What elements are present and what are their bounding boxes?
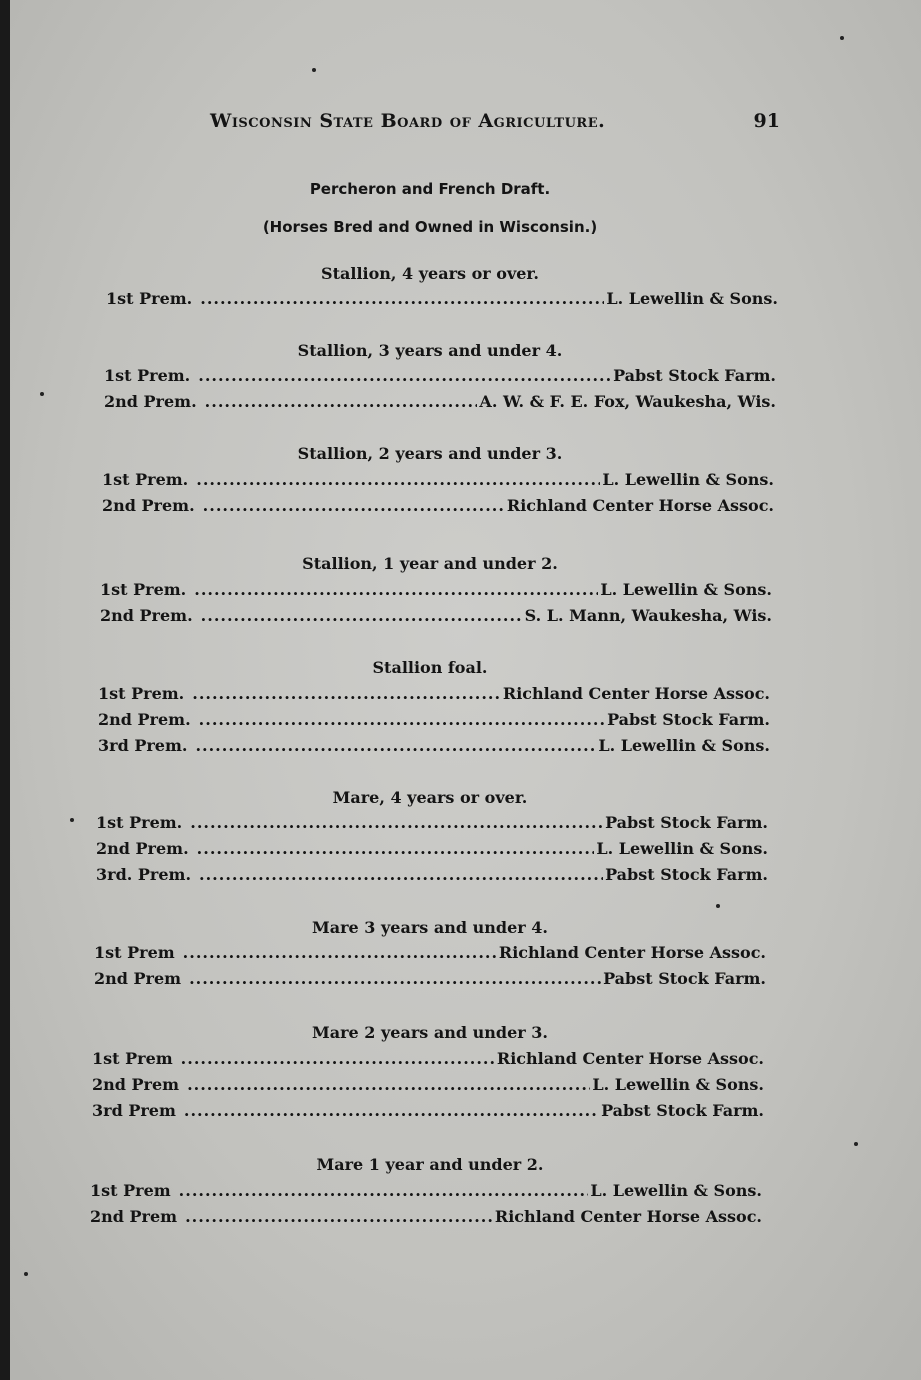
award-row (92, 1075, 764, 1099)
scan-speck (840, 36, 844, 40)
premium-label: 2nd Prem (92, 1075, 180, 1094)
award-winner: S. L. Mann, Waukesha, Wis. (524, 606, 772, 625)
award-winner: Pabst Stock Farm. (613, 366, 776, 385)
dot-leader (197, 839, 595, 858)
dot-leader (179, 1181, 589, 1200)
section-title: Stallion foal. (372, 658, 488, 677)
dot-leader (194, 580, 598, 599)
section-title: Mare 3 years and under 4. (312, 918, 548, 937)
premium-label: 1st Prem. (98, 684, 185, 703)
dot-leader (189, 969, 601, 988)
award-winner: Richland Center Horse Assoc. (502, 684, 770, 703)
premium-label: 2nd Prem. (98, 710, 191, 729)
premium-label: 3rd Prem (92, 1101, 176, 1120)
premium-label: 2nd Prem (94, 969, 182, 988)
award-winner: L. Lewellin & Sons. (600, 580, 772, 599)
premium-label: 2nd Prem. (102, 496, 195, 515)
award-winner: L. Lewellin & Sons. (602, 470, 774, 489)
award-row (106, 289, 778, 313)
section-title: Stallion, 3 years and under 4. (297, 341, 563, 360)
dot-leader (198, 366, 611, 385)
dot-leader (184, 1101, 599, 1120)
breed-subtitle: (Horses Bred and Owned in Wisconsin.) (262, 218, 598, 236)
award-row (104, 392, 776, 416)
dot-leader (199, 865, 603, 884)
award-winner: Pabst Stock Farm. (601, 1101, 764, 1120)
award-row (94, 969, 766, 993)
award-row (96, 839, 768, 863)
award-winner: Richland Center Horse Assoc. (506, 496, 774, 515)
running-header (210, 110, 780, 144)
award-row (100, 606, 772, 630)
award-winner: Pabst Stock Farm. (605, 813, 768, 832)
dot-leader (195, 736, 596, 755)
award-row (96, 813, 768, 837)
dot-leader (185, 1207, 493, 1226)
premium-label: 2nd Prem. (104, 392, 197, 411)
dot-leader (183, 943, 497, 962)
award-winner: Pabst Stock Farm. (607, 710, 770, 729)
section-title: Mare, 4 years or over. (332, 788, 528, 807)
award-winner: Pabst Stock Farm. (603, 969, 766, 988)
award-row (96, 865, 768, 889)
award-row (90, 1207, 762, 1231)
scan-speck (24, 1272, 28, 1276)
premium-label: 3rd. Prem. (96, 865, 192, 884)
premium-label: 2nd Prem. (100, 606, 193, 625)
premium-label: 2nd Prem (90, 1207, 178, 1226)
dot-leader (205, 392, 478, 411)
premium-label: 1st Prem. (102, 470, 189, 489)
dot-leader (181, 1049, 495, 1068)
section-title: Mare 1 year and under 2. (316, 1155, 544, 1174)
award-row (92, 1101, 764, 1125)
award-row (104, 366, 776, 390)
award-winner: A. W. & F. E. Fox, Waukesha, Wis. (479, 392, 776, 411)
premium-label: 3rd Prem. (98, 736, 188, 755)
premium-label: 1st Prem (90, 1181, 171, 1200)
dot-leader (203, 496, 505, 515)
dot-leader (187, 1075, 590, 1094)
premium-label: 1st Prem. (104, 366, 191, 385)
award-row (90, 1181, 762, 1205)
header-title: Wisconsin State Board of Agriculture. (210, 110, 606, 132)
dot-leader (200, 289, 604, 308)
dot-leader (199, 710, 605, 729)
award-row (94, 943, 766, 967)
award-winner: Pabst Stock Farm. (605, 865, 768, 884)
award-winner: L. Lewellin & Sons. (606, 289, 778, 308)
award-winner: L. Lewellin & Sons. (590, 1181, 762, 1200)
award-row (98, 710, 770, 734)
award-winner: L. Lewellin & Sons. (592, 1075, 764, 1094)
award-row (98, 684, 770, 708)
premium-label: 1st Prem (94, 943, 175, 962)
premium-label: 1st Prem (92, 1049, 173, 1068)
section-title: Stallion, 2 years and under 3. (297, 444, 563, 463)
award-winner: L. Lewellin & Sons. (598, 736, 770, 755)
premium-label: 2nd Prem. (96, 839, 189, 858)
award-row (92, 1049, 764, 1073)
dot-leader (190, 813, 603, 832)
scan-speck (40, 392, 44, 396)
award-row (98, 736, 770, 760)
premium-label: 1st Prem. (106, 289, 193, 308)
award-winner: Richland Center Horse Assoc. (494, 1207, 762, 1226)
section-title: Mare 2 years and under 3. (312, 1023, 548, 1042)
section-title: Stallion, 1 year and under 2. (302, 554, 558, 573)
award-winner: Richland Center Horse Assoc. (496, 1049, 764, 1068)
premium-label: 1st Prem. (100, 580, 187, 599)
breed-title: Percheron and French Draft. (309, 180, 551, 198)
page-binding-edge (0, 0, 10, 1380)
scan-speck (312, 68, 316, 72)
dot-leader (196, 470, 600, 489)
scan-speck (716, 904, 720, 908)
award-row (102, 496, 774, 520)
scan-speck (70, 818, 74, 822)
award-winner: L. Lewellin & Sons. (596, 839, 768, 858)
premium-label: 1st Prem. (96, 813, 183, 832)
dot-leader (201, 606, 523, 625)
award-row (102, 470, 774, 494)
award-winner: Richland Center Horse Assoc. (498, 943, 766, 962)
scan-speck (854, 1142, 858, 1146)
page-number: 91 (753, 110, 780, 132)
dot-leader (192, 684, 501, 703)
award-row (100, 580, 772, 604)
section-title: Stallion, 4 years or over. (321, 264, 539, 283)
